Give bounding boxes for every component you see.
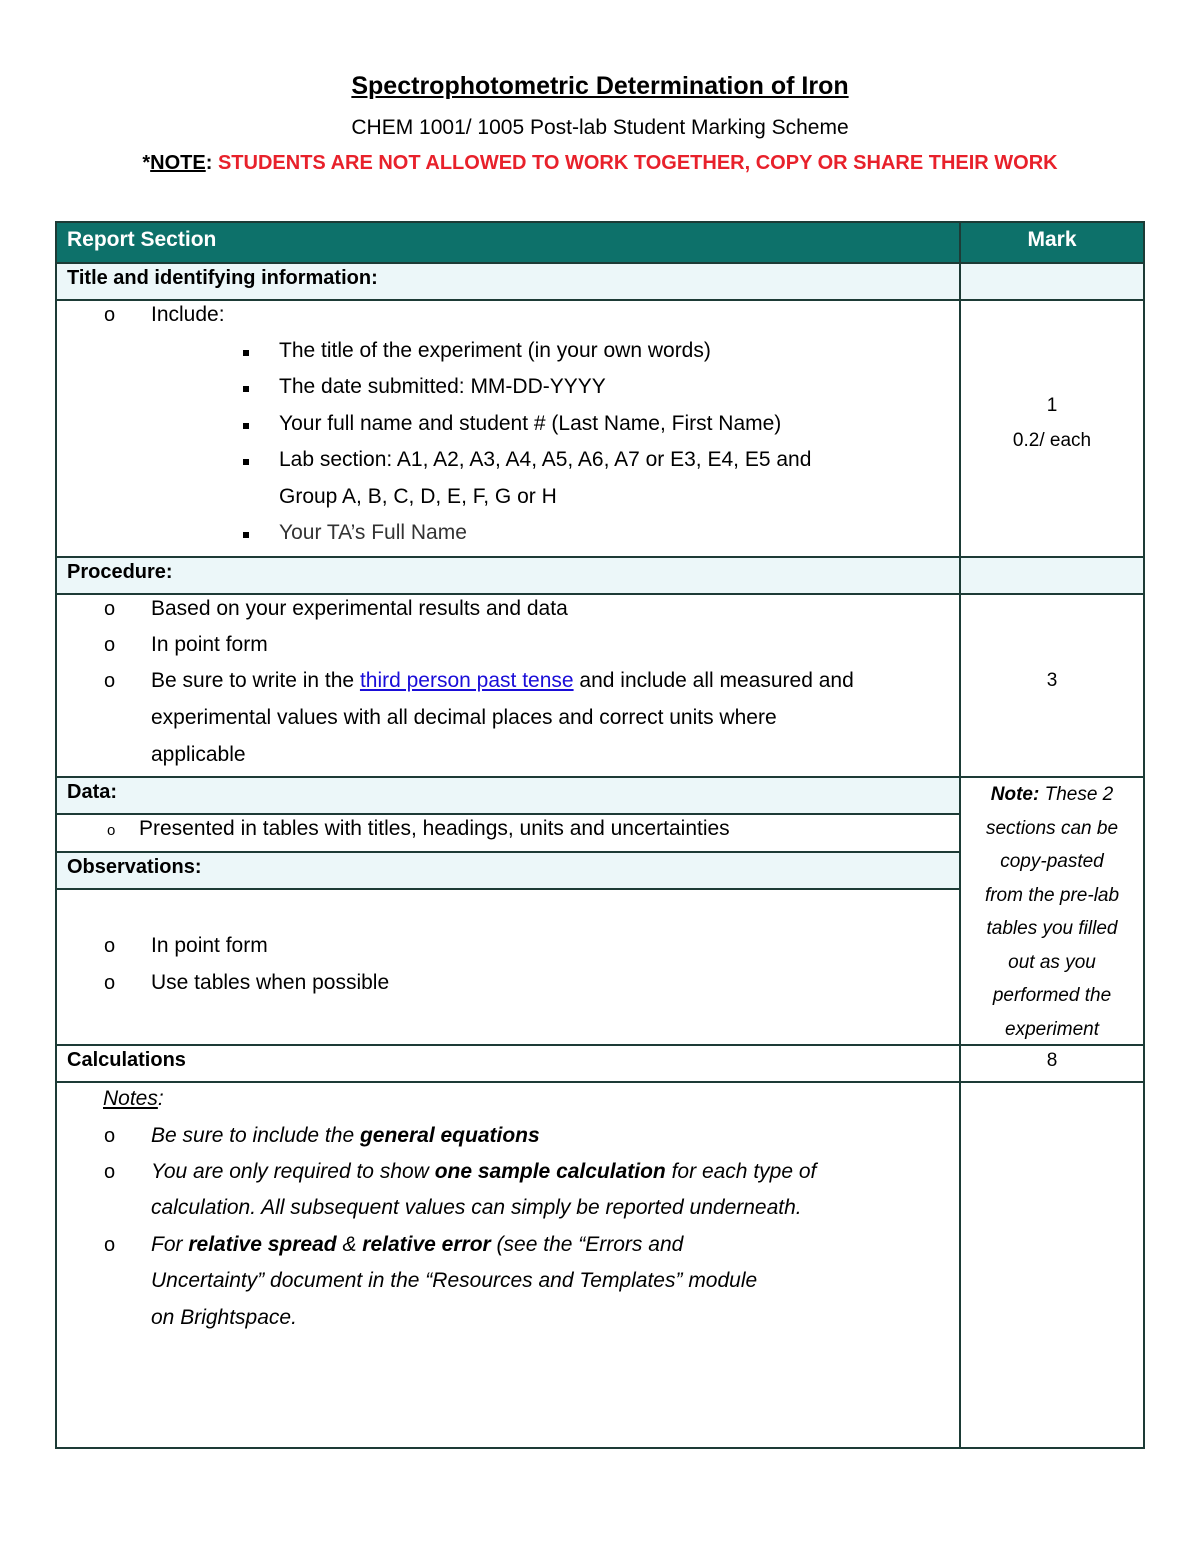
- title-item: Your TA’s Full Name: [279, 521, 467, 544]
- bullet-o: o: [104, 634, 116, 656]
- mark-title: 1: [1046, 395, 1058, 416]
- bullet-o: o: [104, 972, 116, 994]
- mark-title-detail: 0.2/ each: [1012, 430, 1092, 451]
- procedure-item: Based on your experimental results and data: [151, 597, 568, 620]
- col-header-mark: Mark: [1027, 228, 1077, 251]
- marking-table: [55, 221, 1145, 1449]
- square-bullet: [243, 350, 249, 356]
- table-header-row: [57, 223, 1143, 262]
- third-person-link[interactable]: third person past tense: [359, 669, 574, 692]
- section-heading-observations: Observations:: [67, 856, 202, 878]
- bullet-o: o: [104, 1161, 116, 1183]
- title-item: The date submitted: MM-DD-YYYY: [279, 375, 606, 398]
- bullet-o: o: [104, 1125, 116, 1147]
- shared-note: Note: These 2 sections can be copy-pasted from the pre-lab tables you filled out as you performed the experiment: [984, 784, 1120, 1040]
- document-title: Spectrophotometric Determination of Iron: [351, 72, 849, 100]
- warning-note: [0, 152, 1200, 175]
- section-heading-data: Data:: [67, 781, 118, 803]
- calc-note: You are only required to show one sample calculation for each type of: [151, 1160, 817, 1183]
- mark-calculations: 8: [1046, 1050, 1058, 1071]
- procedure-item-cont: applicable: [151, 743, 246, 766]
- section-heading-calculations: Calculations: [67, 1049, 186, 1071]
- calc-note: Be sure to include the general equations: [151, 1124, 540, 1147]
- calc-note-cont: Uncertainty” document in the “Resources and Templates” module: [151, 1269, 758, 1292]
- bullet-o: o: [104, 670, 116, 692]
- title-item: Lab section: A1, A2, A3, A4, A5, A6, A7 or E3, E4, E5 and: [279, 448, 812, 471]
- procedure-item: Be sure to write in the third person past tense and include all measured and: [151, 669, 854, 692]
- bullet-o: o: [104, 1234, 116, 1256]
- section-heading-title: Title and identifying information:: [67, 267, 378, 289]
- square-bullet: [243, 532, 249, 538]
- include-label: Include:: [151, 303, 225, 326]
- procedure-item-cont: experimental values with all decimal places and correct units where: [151, 706, 777, 729]
- calc-note-cont: on Brightspace.: [151, 1306, 297, 1329]
- section-heading-procedure: Procedure:: [67, 561, 173, 583]
- observation-item: In point form: [151, 934, 268, 957]
- calc-note: For relative spread & relative error (see the “Errors and: [151, 1233, 684, 1256]
- bullet-o: o: [104, 598, 116, 620]
- title-item: Group A, B, C, D, E, F, G or H: [279, 485, 557, 508]
- bullet-o: o: [107, 822, 116, 839]
- title-item: Your full name and student # (Last Name, First Name): [279, 412, 782, 435]
- notes-label: Notes:: [103, 1087, 164, 1110]
- title-item: The title of the experiment (in your own words): [279, 339, 711, 362]
- document-subtitle: CHEM 1001/ 1005 Post-lab Student Marking Scheme: [351, 116, 849, 139]
- note-text: STUDENTS ARE NOT ALLOWED TO WORK TOGETHER, COPY OR SHARE THEIR WORK: [217, 152, 1058, 174]
- data-item: Presented in tables with titles, headings, units and uncertainties: [139, 817, 730, 840]
- observation-item: Use tables when possible: [151, 971, 390, 994]
- bullet-o: o: [104, 935, 116, 957]
- square-bullet: [243, 423, 249, 429]
- procedure-item: In point form: [151, 633, 268, 656]
- mark-procedure: 3: [1046, 670, 1058, 691]
- square-bullet: [243, 459, 249, 465]
- calc-note-cont: calculation. All subsequent values can simply be reported underneath.: [151, 1196, 802, 1219]
- square-bullet: [243, 386, 249, 392]
- bullet-o: o: [104, 304, 116, 326]
- note-label: *NOTE:: [142, 152, 213, 174]
- col-header-section: Report Section: [67, 228, 217, 251]
